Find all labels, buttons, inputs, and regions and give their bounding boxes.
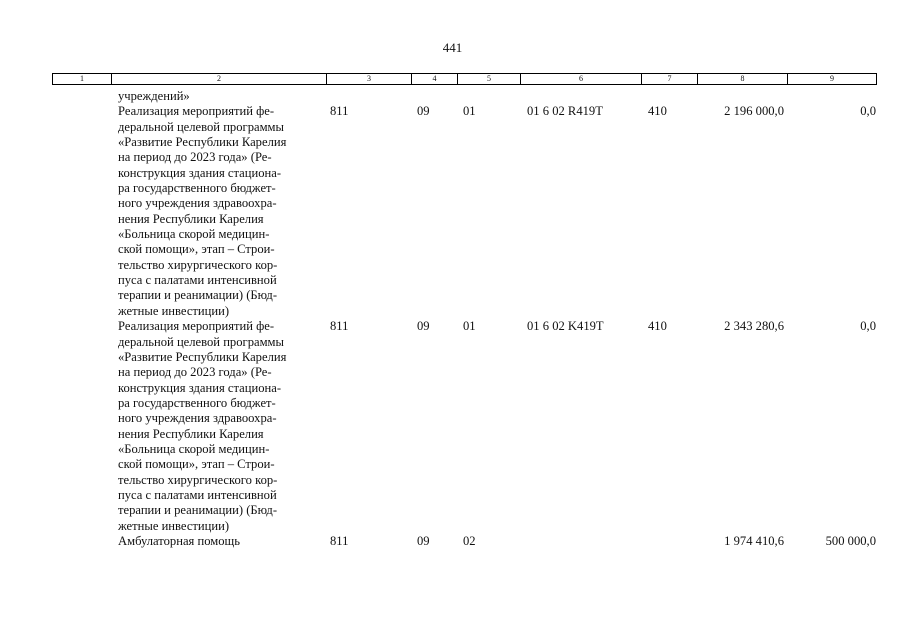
- row-description: [118, 104, 333, 319]
- row-description: [118, 534, 333, 549]
- federal-amount-value: 0,0: [860, 104, 876, 119]
- description-line: ской помощи», этап – Строи-: [118, 242, 275, 257]
- table-row: [0, 89, 905, 104]
- description-line: конструкция здания стациона-: [118, 165, 282, 180]
- header-col-5: 5: [458, 74, 521, 85]
- description-line: пуса с палатами интенсивной: [118, 487, 277, 502]
- page-number: 441: [442, 40, 463, 55]
- target-article-code: 01 6 02 K419Т: [527, 319, 604, 334]
- description-line: ра государственного бюджет-: [118, 395, 276, 410]
- header-col-4: 4: [412, 74, 458, 85]
- ministry-code: 811: [330, 533, 349, 548]
- ministry-code: 811: [330, 319, 349, 334]
- description-line: жетные инвестиции): [118, 518, 230, 533]
- description-line: тельство хирургического кор-: [118, 257, 278, 272]
- section-code: 09: [417, 533, 430, 548]
- description-line: ного учреждения здравоохра-: [118, 196, 277, 211]
- header-col-3: 3: [327, 74, 412, 85]
- description-line: на период до 2023 года» (Ре-: [118, 150, 272, 165]
- description-line: терапии и реанимации) (Бюд-: [118, 288, 278, 303]
- row-description: [118, 89, 333, 104]
- description-line: пуса с палатами интенсивной: [118, 273, 277, 288]
- description-line: Реализация мероприятий фе-: [118, 319, 275, 334]
- expense-type-code: 410: [648, 104, 667, 119]
- description-line: ного учреждения здравоохра-: [118, 411, 277, 426]
- section-code: 09: [417, 319, 430, 334]
- header-col-9: 9: [788, 74, 877, 85]
- amount-value: 1 974 410,6: [724, 533, 784, 548]
- header-col-6: 6: [521, 74, 642, 85]
- description-line: ской помощи», этап – Строи-: [118, 457, 275, 472]
- ministry-code: 811: [330, 104, 349, 119]
- description-line: тельство хирургического кор-: [118, 472, 278, 487]
- header-col-2: 2: [112, 74, 327, 85]
- federal-amount-value: 500 000,0: [825, 533, 876, 548]
- description-line: на период до 2023 года» (Ре-: [118, 365, 272, 380]
- table-row: [0, 319, 905, 534]
- table-row: [0, 534, 905, 549]
- target-article-code: 01 6 02 R419Т: [527, 104, 603, 119]
- subsection-code: 01: [463, 319, 476, 334]
- description-line: деральной целевой программы: [118, 334, 284, 349]
- description-line: нения Республики Карелия: [118, 211, 264, 226]
- section-code: 09: [417, 104, 430, 119]
- description-line: ра государственного бюджет-: [118, 181, 276, 196]
- description-line: «Больница скорой медицин-: [118, 441, 270, 456]
- description-line: терапии и реанимации) (Бюд-: [118, 503, 278, 518]
- subsection-code: 01: [463, 104, 476, 119]
- amount-value: 2 343 280,6: [724, 319, 784, 334]
- description-line: «Развитие Республики Карелия: [118, 135, 287, 150]
- description-line: конструкция здания стациона-: [118, 380, 282, 395]
- description-line: нения Республики Карелия: [118, 426, 264, 441]
- header-col-8: 8: [698, 74, 788, 85]
- column-number-header: [52, 73, 877, 85]
- header-col-7: 7: [642, 74, 698, 85]
- description-line: Амбулаторная помощь: [118, 533, 240, 548]
- table-row: [0, 104, 905, 319]
- subsection-code: 02: [463, 533, 476, 548]
- description-line: деральной целевой программы: [118, 119, 284, 134]
- budget-table-body: [0, 89, 905, 549]
- federal-amount-value: 0,0: [860, 319, 876, 334]
- description-line: жетные инвестиции): [118, 303, 230, 318]
- amount-value: 2 196 000,0: [724, 104, 784, 119]
- description-line: учреждений»: [118, 89, 190, 103]
- description-line: «Больница скорой медицин-: [118, 227, 270, 242]
- description-line: «Развитие Республики Карелия: [118, 349, 287, 364]
- row-description: [118, 319, 333, 534]
- description-line: Реализация мероприятий фе-: [118, 104, 275, 119]
- header-col-1: 1: [53, 74, 112, 85]
- expense-type-code: 410: [648, 319, 667, 334]
